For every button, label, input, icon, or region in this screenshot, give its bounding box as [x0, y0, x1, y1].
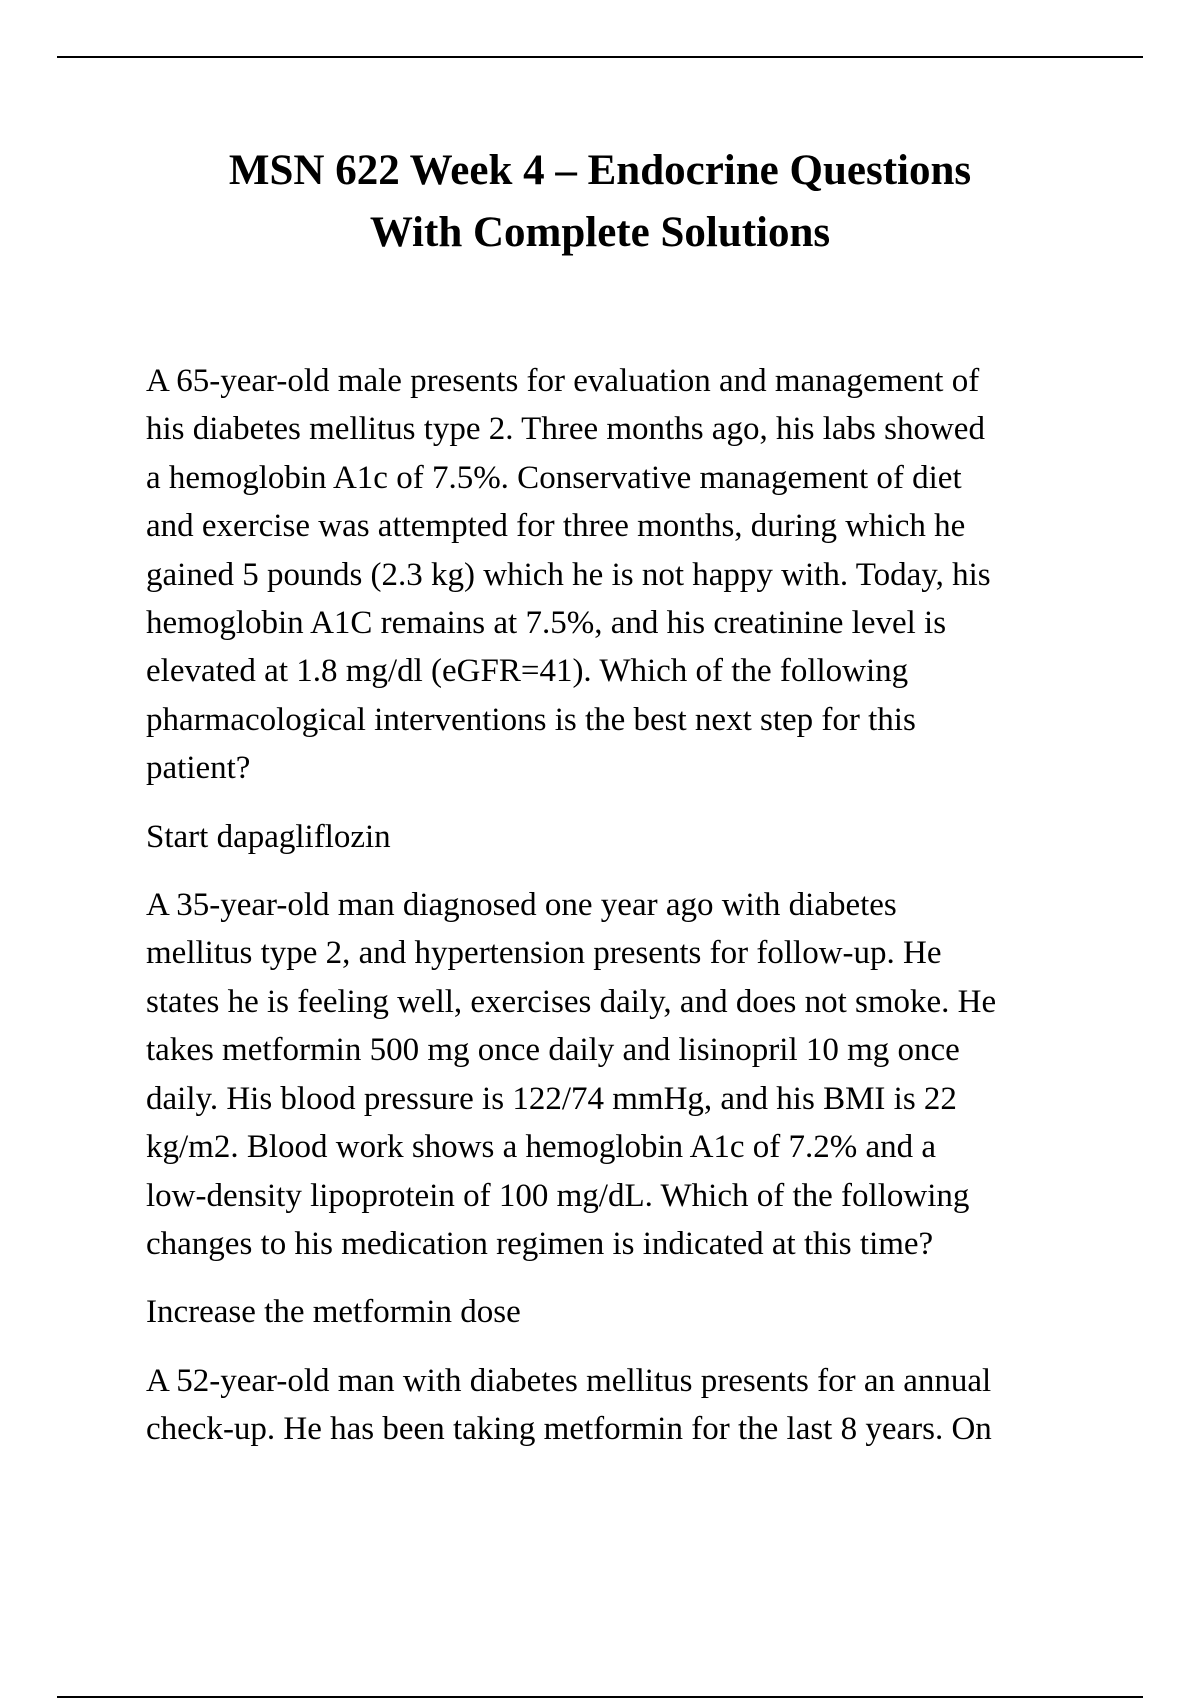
- page-title: [0, 140, 1200, 264]
- question-2-line: daily. His blood pressure is 122/74 mmHg, and his BMI is 22: [146, 1080, 957, 1117]
- answer-2-line: Increase the metformin dose: [146, 1294, 521, 1331]
- question-2-line: kg/m2. Blood work shows a hemoglobin A1c of 7.2% and a: [146, 1129, 937, 1166]
- question-1-line: pharmacological interventions is the best next step for this: [146, 701, 916, 738]
- bottom-rule: [57, 1696, 1143, 1698]
- question-1-line: gained 5 pounds (2.3 kg) which he is not happy with. Today, his: [146, 556, 991, 593]
- question-2-line: A 35-year-old man diagnosed one year ago with diabetes: [146, 887, 897, 924]
- question-1-line: hemoglobin A1C remains at 7.5%, and his creatinine level is: [146, 605, 947, 642]
- question-2-line: changes to his medication regimen is indicated at this time?: [146, 1225, 934, 1262]
- title-line-1: MSN 622 Week 4 – Endocrine Questions: [228, 147, 972, 194]
- question-2: [146, 881, 1086, 1268]
- question-1-line: elevated at 1.8 mg/dl (eGFR=41). Which of the following: [146, 653, 909, 690]
- top-rule: [57, 56, 1143, 58]
- document-body: [146, 357, 1086, 1474]
- question-3-line: check-up. He has been taking metformin for the last 8 years. On: [146, 1411, 992, 1448]
- answer-2: [146, 1288, 1086, 1336]
- question-1-line: and exercise was attempted for three months, during which he: [146, 508, 966, 545]
- question-3-line: A 52-year-old man with diabetes mellitus presents for an annual: [146, 1362, 992, 1399]
- answer-1-line: Start dapagliflozin: [146, 818, 391, 855]
- question-1-line: patient?: [146, 750, 251, 787]
- answer-1: [146, 813, 1086, 861]
- question-2-line: takes metformin 500 mg once daily and lisinopril 10 mg once: [146, 1032, 960, 1069]
- question-3: [146, 1357, 1086, 1454]
- question-1: [146, 357, 1086, 793]
- question-2-line: low-density lipoprotein of 100 mg/dL. Which of the following: [146, 1177, 970, 1214]
- title-line-2: With Complete Solutions: [369, 209, 831, 256]
- question-1-line: a hemoglobin A1c of 7.5%. Conservative management of diet: [146, 459, 962, 496]
- question-2-line: states he is feeling well, exercises daily, and does not smoke. He: [146, 983, 997, 1020]
- question-1-line: A 65-year-old male presents for evaluation and management of: [146, 363, 980, 399]
- question-2-line: mellitus type 2, and hypertension presents for follow-up. He: [146, 935, 942, 972]
- question-1-line: his diabetes mellitus type 2. Three months ago, his labs showed: [146, 411, 985, 448]
